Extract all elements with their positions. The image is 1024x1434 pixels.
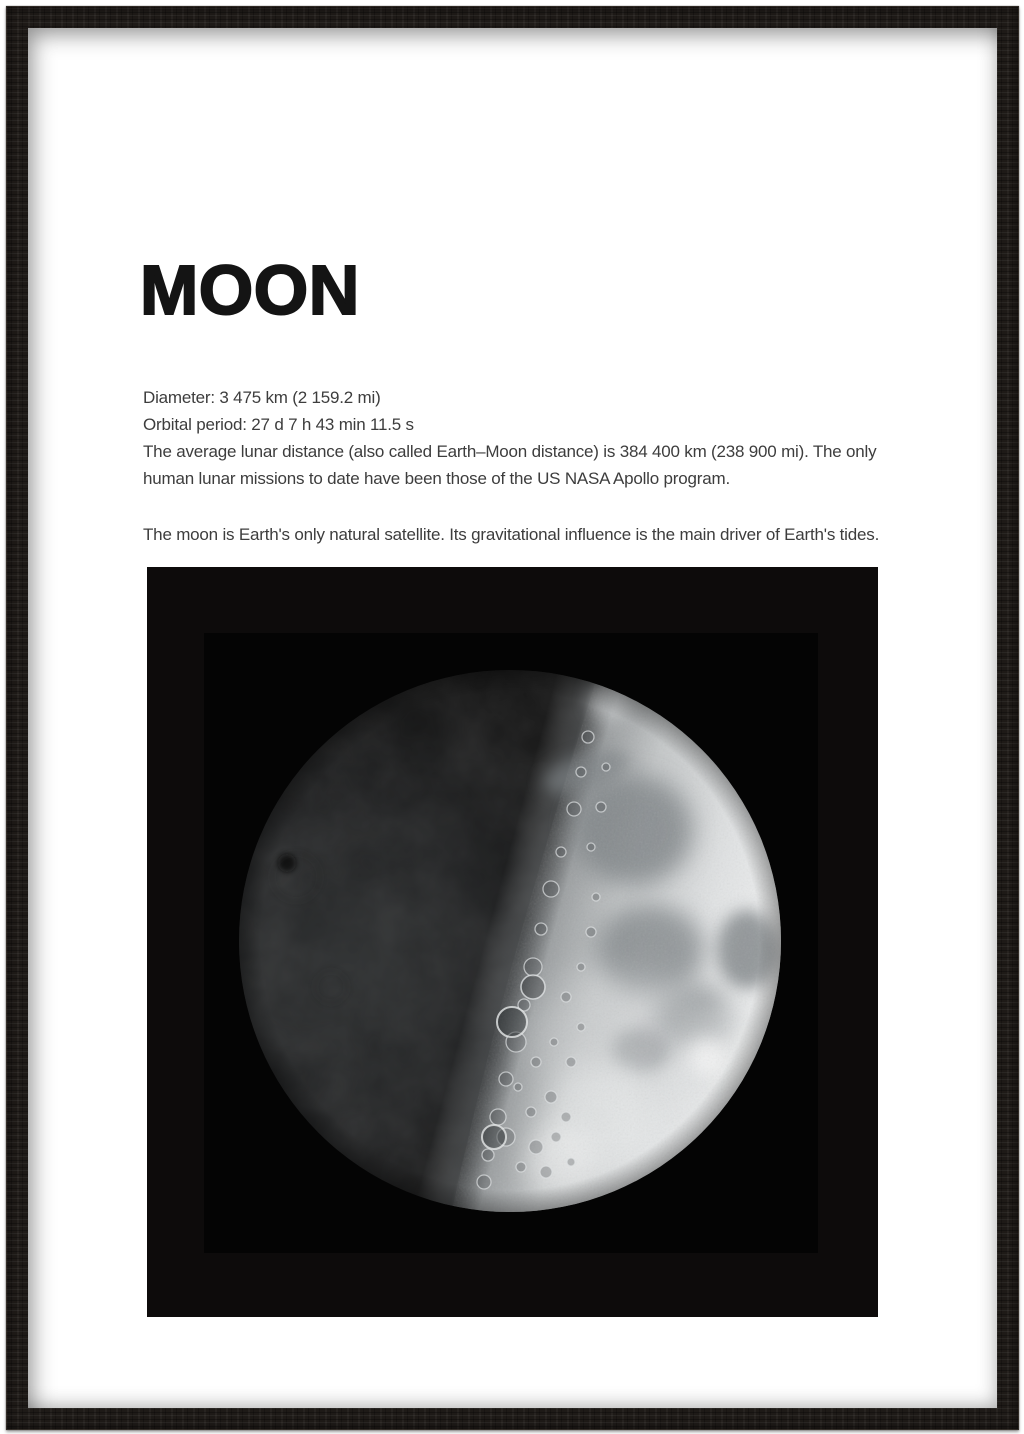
satellite-tides-line: The moon is Earth's only natural satellite. Its gravitational influence is the main driver of Earth's tides. <box>143 525 880 544</box>
moon-art-block <box>147 567 878 1317</box>
picture-frame <box>6 6 1019 1430</box>
moon-poster <box>28 28 997 1408</box>
poster-title: MOON <box>140 251 360 329</box>
spec-orbital-period: Orbital period: 27 d 7 h 43 min 11.5 s <box>143 415 414 434</box>
spec-diameter: Diameter: 3 475 km (2 159.2 mi) <box>143 388 381 407</box>
moon-photo-mount <box>204 633 818 1253</box>
lunar-distance-line2: human lunar missions to date have been those of the US NASA Apollo program. <box>143 469 730 488</box>
moon-image <box>236 667 784 1215</box>
lunar-distance-line1: The average lunar distance (also called Earth–Moon distance) is 384 400 km (238 900 mi). The only <box>143 442 877 461</box>
info-text-block <box>143 384 943 548</box>
